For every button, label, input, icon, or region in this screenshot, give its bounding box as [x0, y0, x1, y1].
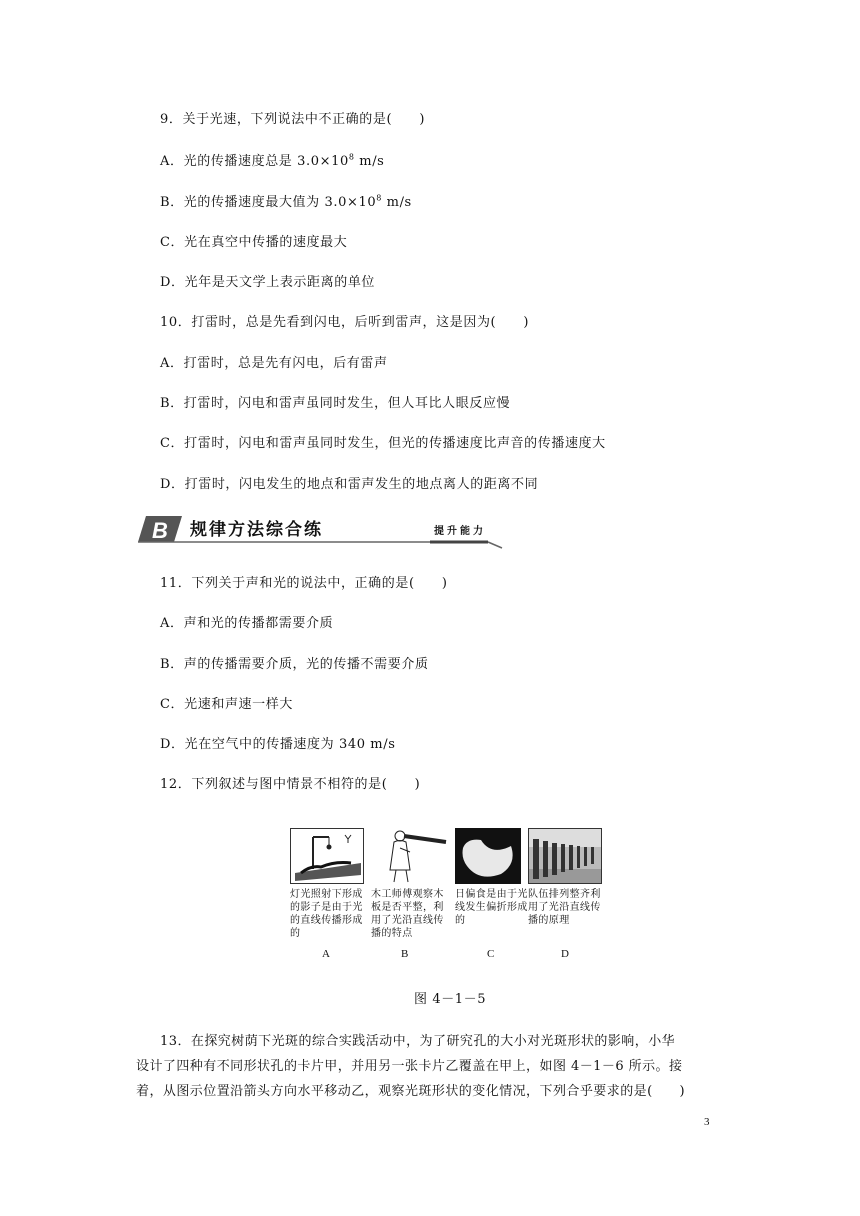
q10-stem: 10．打雷时，总是先看到闪电，后听到雷声，这是因为( ): [160, 315, 530, 330]
q10-option-a: A．打雷时，总是先有闪电，后有雷声: [160, 356, 388, 371]
page-number: 3: [704, 1116, 710, 1128]
partial-eclipse-illustration: [455, 828, 521, 884]
q11-option-c: C．光速和声速一样大: [160, 697, 293, 712]
figure-letter-a: A: [322, 948, 330, 960]
q9-option-b: B．光的传播速度最大值为 $3.0\times 10^8$ m/s: [160, 193, 412, 210]
figure-caption-b: 木工师傅观察木板是否平整，利用了光沿直线传播的特点: [371, 889, 444, 939]
figure-caption-a: 灯光照射下形成的影子是由于光的直线传播形成的: [290, 889, 363, 939]
q11-stem: 11．下列关于声和光的说法中，正确的是( ): [160, 576, 448, 591]
section-tag: 提升能力: [434, 526, 486, 537]
q11-option-a: A．声和光的传播都需要介质: [160, 616, 334, 631]
figure-label: 图 4－1－5: [414, 992, 487, 1007]
figure-letter-d: D: [561, 948, 569, 960]
figure-caption-c: 日偏食是由于光线发生偏折形成的: [455, 889, 528, 926]
q9-option-d: D．光年是天文学上表示距离的单位: [160, 275, 376, 290]
q13-line-1: 13．在探究树荫下光斑的综合实践活动中，为了研究孔的大小对光斑形状的影响，小华: [160, 1034, 676, 1049]
q10-option-d: D．打雷时，闪电发生的地点和雷声发生的地点离人的距离不同: [160, 477, 539, 492]
q9-option-c: C．光在真空中传播的速度最大: [160, 235, 348, 250]
q12-stem: 12．下列叙述与图中情景不相符的是( ): [160, 777, 421, 792]
q13-line-3: 着，从图示位置沿箭头方向水平移动乙，观察光斑形状的变化情况，下列合乎要求的是( ): [136, 1084, 686, 1099]
figure-panel-d: [528, 828, 602, 884]
q9-option-a: A．光的传播速度总是 $3.0\times 10^8$ m/s: [160, 152, 385, 169]
carpenter-illustration: [380, 828, 454, 884]
section-badge: B: [152, 518, 168, 543]
q9-stem: 9．关于光速，下列说法中不正确的是( ): [160, 112, 426, 127]
figure-panel-b: [380, 828, 454, 884]
q13-line-2: 设计了四种有不同形状孔的卡片甲，并用另一张卡片乙覆盖在甲上，如图 4－1－6 所示。接: [136, 1059, 683, 1074]
figure-letter-b: B: [401, 948, 409, 960]
q10-option-c: C．打雷时，闪电和雷声虽同时发生，但光的传播速度比声音的传播速度大: [160, 436, 606, 451]
q11-option-d: D．光在空气中的传播速度为 340 m/s: [160, 737, 396, 752]
q11-option-b: B．声的传播需要介质，光的传播不需要介质: [160, 657, 429, 672]
figure-panel-a: [290, 828, 364, 884]
figure-caption-d: 队伍排列整齐利用了光沿直线传播的原理: [528, 889, 601, 926]
figure-letter-c: C: [487, 948, 495, 960]
q10-option-b: B．打雷时，闪电和雷声虽同时发生，但人耳比人眼反应慢: [160, 396, 511, 411]
figure-panel-c: [455, 828, 521, 884]
soldiers-formation-illustration: [528, 828, 602, 884]
section-title: 规律方法综合练: [190, 520, 323, 540]
lamp-shadow-illustration: [290, 828, 364, 884]
